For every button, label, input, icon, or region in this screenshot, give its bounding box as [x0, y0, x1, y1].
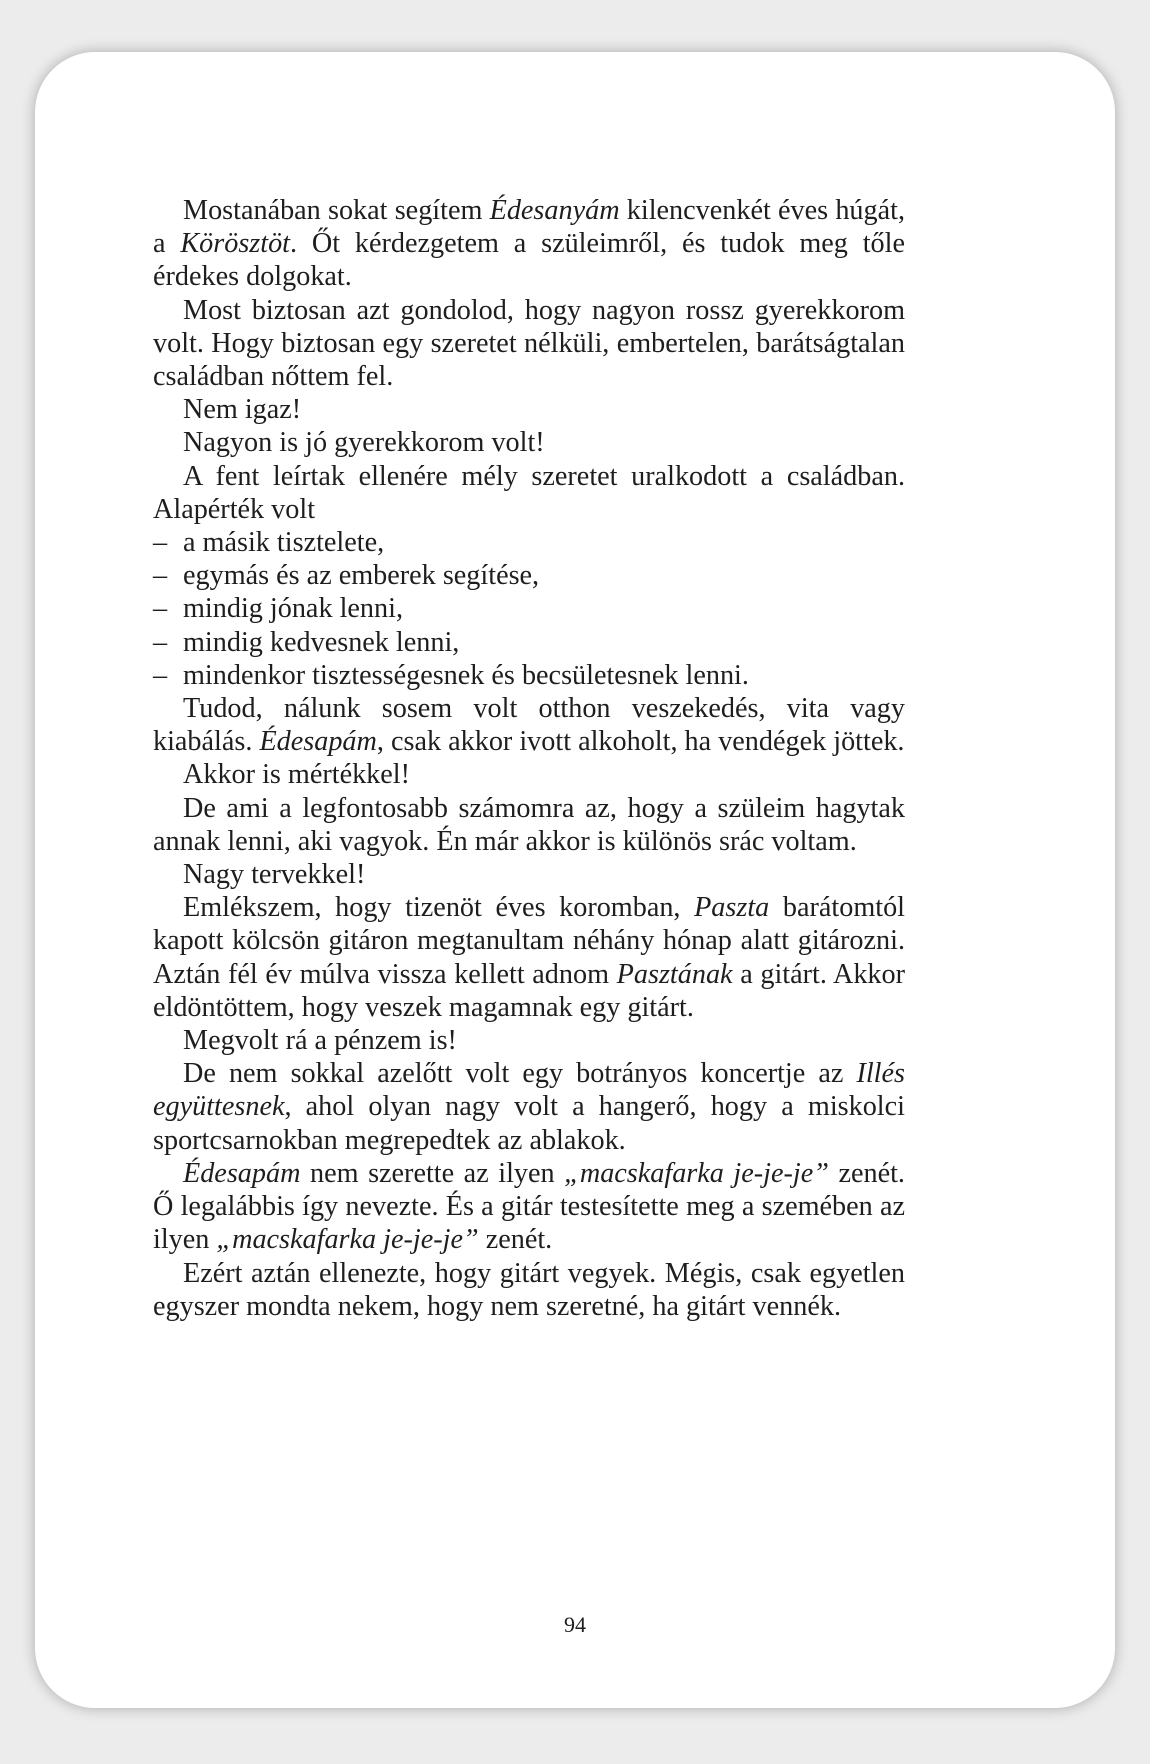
- list-dash: –: [153, 560, 168, 592]
- italic-text: Édesanyám: [489, 195, 620, 226]
- paragraph: [153, 1057, 905, 1157]
- text-segment: a másik tisztelete,: [183, 527, 385, 559]
- text-segment: a gitárt. Akkor eldöntöttem, hogy veszek magamnak egy gitárt.: [153, 958, 905, 1023]
- paragraph: [153, 194, 905, 294]
- paragraph: [153, 460, 905, 526]
- list-item: [153, 559, 905, 592]
- book-page: [35, 52, 1115, 1708]
- paragraph: [153, 891, 905, 1024]
- text-segment: A fent leírtak ellenére mély szeretet uralkodott a családban. Alapérték volt: [153, 460, 905, 525]
- text-segment: barátomtól kapott kölcsön gitáron megtanultam néhány hónap alatt gitározni. Aztán fél év múlva vissza kellett adnom: [153, 892, 905, 990]
- text-segment: Ezért aztán ellenezte, hogy gitárt vegyek. Mégis, csak egyetlen egyszer mondta nekem, hogy nem szeretné, ha gitárt vennék.: [153, 1257, 905, 1322]
- paragraph: [153, 792, 905, 858]
- italic-text: Paszta: [694, 892, 770, 924]
- list-item: [153, 659, 905, 692]
- italic-text: Pasztának: [616, 958, 733, 990]
- paragraph: [153, 294, 905, 394]
- text-segment: De ami a legfontosabb számomra az, hogy a szüleim hagytak annak lenni, aki vagyok. Én már akkor is különös srác voltam.: [153, 792, 905, 857]
- list-item: [153, 526, 905, 559]
- list-item: [153, 626, 905, 659]
- text-segment: kilencvenkét éves húgát, a: [153, 195, 905, 260]
- text-segment: . Őt kérdezgetem a szüleimről, és tudok meg tőle érdekes dolgokat.: [153, 228, 905, 293]
- italic-text: Körösztöt: [180, 228, 291, 260]
- text-segment: nem szerette az ilyen: [300, 1157, 565, 1189]
- paragraph: [153, 1024, 905, 1057]
- text-segment: mindenkor tisztességesnek és becsületesnek lenni.: [183, 659, 749, 691]
- italic-text: Édesapám: [259, 726, 377, 758]
- italic-text: Édesapám: [183, 1157, 301, 1189]
- page-number: 94: [564, 1612, 586, 1637]
- paragraph: [153, 1157, 905, 1257]
- body-text: [153, 194, 905, 1323]
- text-segment: Nagy tervekkel!: [183, 859, 366, 891]
- text-segment: Most biztosan azt gondolod, hogy nagyon rossz gyerekkorom volt. Hogy biztosan egy szeretet nélküli, embertelen, barátságtalan családban nőttem fel.: [153, 294, 905, 393]
- text-segment: zenét. Ő legalábbis így nevezte. És a gitár testesítette meg a szemében az ilyen: [153, 1157, 905, 1256]
- text-segment: zenét.: [478, 1224, 553, 1256]
- list-dash: –: [153, 659, 168, 691]
- text-segment: , csak akkor ivott alkoholt, ha vendégek jöttek.: [376, 726, 905, 758]
- list-item: [153, 592, 905, 625]
- paragraph: [153, 1257, 905, 1323]
- italic-text: „macskafarka je-je-je”: [216, 1224, 479, 1256]
- text-segment: Tudod, nálunk sosem volt otthon veszekedés, vita vagy kiabálás.: [153, 693, 905, 758]
- paragraph: [153, 393, 905, 426]
- paragraph: [153, 692, 905, 758]
- text-segment: Megvolt rá a pénzem is!: [183, 1025, 457, 1057]
- list-dash: –: [153, 527, 168, 559]
- text-segment: Nagyon is jó gyerekkorom volt!: [183, 427, 545, 459]
- text-segment: , ahol olyan nagy volt a hangerő, hogy a miskolci sportcsarnokban megrepedtek az ablakok.: [153, 1091, 905, 1156]
- text-segment: mindig kedvesnek lenni,: [183, 626, 460, 658]
- text-segment: Akkor is mértékkel!: [183, 759, 411, 791]
- italic-text: Illés együttesnek: [153, 1058, 905, 1123]
- text-segment: Mostanában sokat segítem: [183, 195, 490, 226]
- text-segment: egymás és az emberek segítése,: [183, 560, 540, 592]
- text-segment: Emlékszem, hogy tizenöt éves koromban,: [183, 892, 695, 924]
- text-segment: De nem sokkal azelőtt volt egy botrányos koncertje az: [183, 1058, 857, 1090]
- text-segment: Nem igaz!: [183, 394, 302, 426]
- italic-text: „macskafarka je-je-je”: [564, 1157, 829, 1189]
- paragraph: [153, 858, 905, 891]
- list-dash: –: [153, 626, 168, 658]
- list-dash: –: [153, 593, 168, 625]
- text-segment: mindig jónak lenni,: [183, 593, 403, 625]
- paragraph: [153, 758, 905, 791]
- paragraph: [153, 426, 905, 459]
